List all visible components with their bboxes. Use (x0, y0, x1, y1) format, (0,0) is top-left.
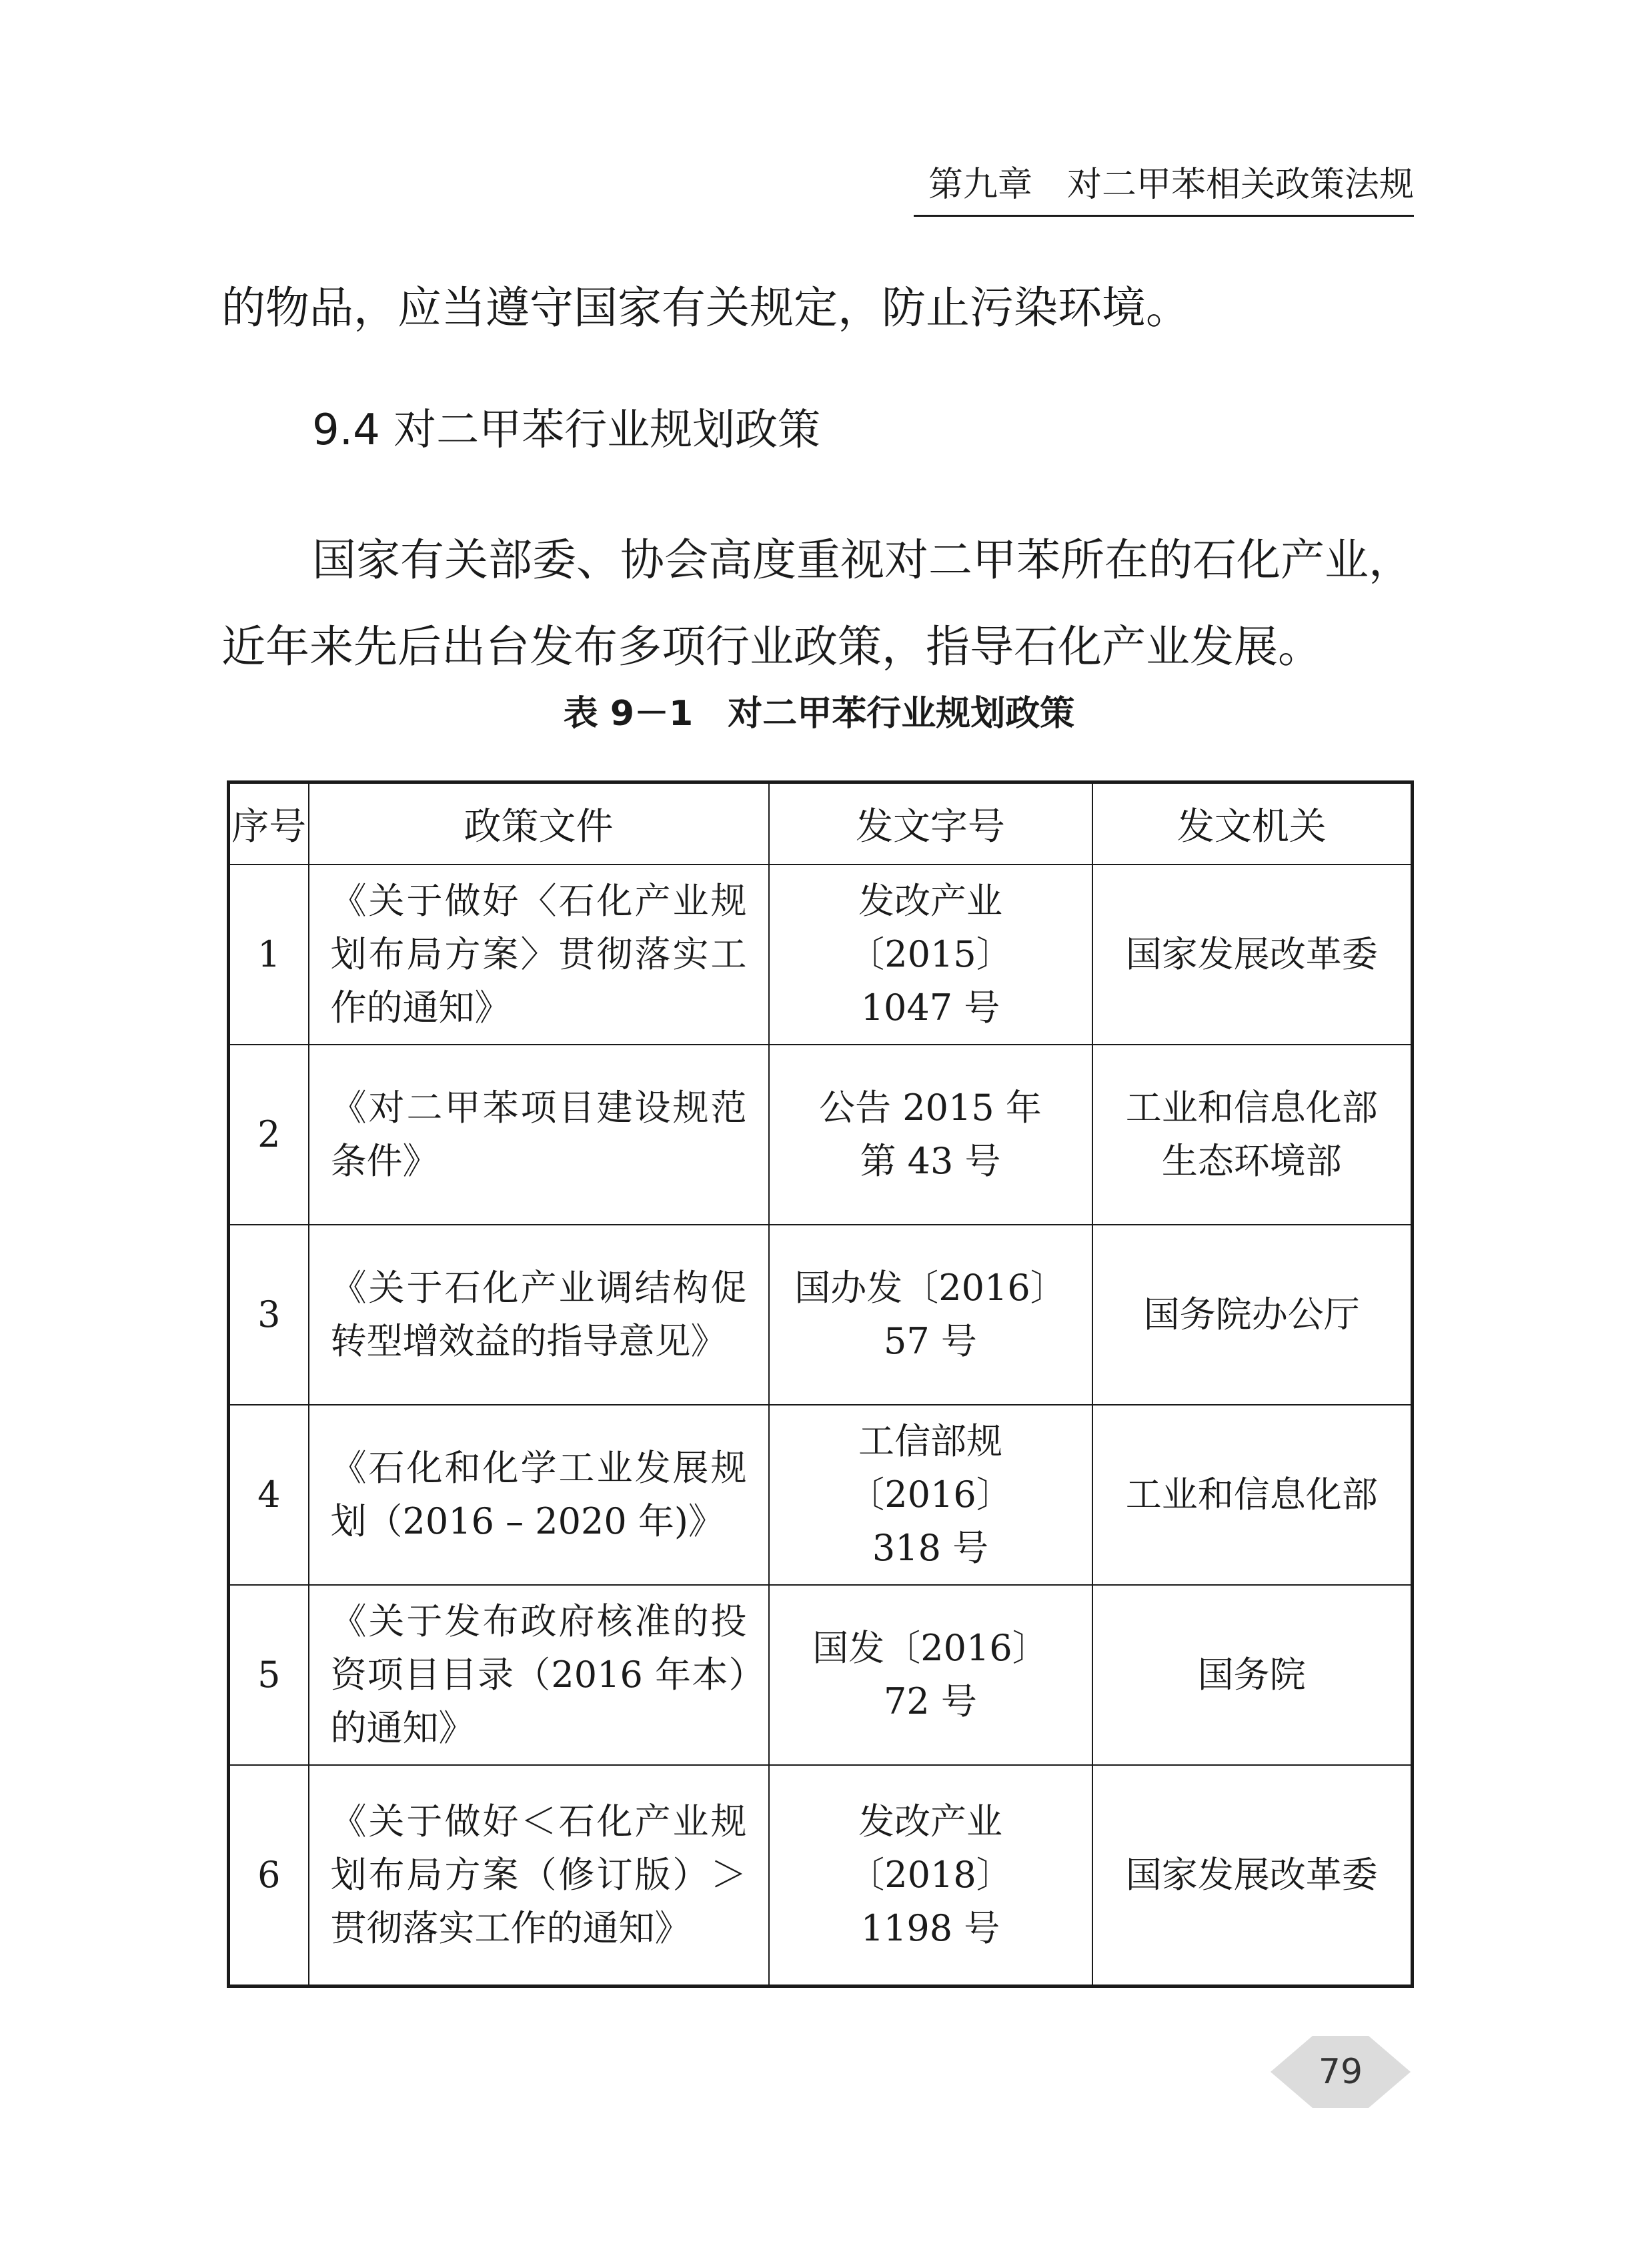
cell-doc: 《关于做好〈石化产业规划布局方案〉贯彻落实工作的通知》 (309, 865, 769, 1045)
policy-table (227, 780, 1414, 1988)
table-row (229, 1585, 1413, 1765)
table-row (229, 1405, 1413, 1585)
header-cell-org: 发文机关 (1092, 782, 1413, 865)
cell-num: 5 (229, 1585, 309, 1765)
header-rule (914, 215, 1414, 217)
section-heading: 9.4 对二甲苯行业规划政策 (312, 406, 821, 455)
table-row (229, 1765, 1413, 1987)
cell-ref: 发改产业〔2018〕 1198 号 (769, 1765, 1092, 1987)
page-number: 79 (1318, 2052, 1363, 2092)
cell-ref: 国发〔2016〕 72 号 (769, 1585, 1092, 1765)
cell-num: 3 (229, 1225, 309, 1405)
header-cell-doc: 政策文件 (309, 782, 769, 865)
cell-ref: 工信部规〔2016〕 318 号 (769, 1405, 1092, 1585)
table-row (229, 865, 1413, 1045)
cell-org: 工业和信息化部 (1092, 1405, 1413, 1585)
cell-num: 6 (229, 1765, 309, 1987)
table-header-row (229, 782, 1413, 865)
cell-org: 工业和信息化部 生态环境部 (1092, 1045, 1413, 1225)
paragraph-continuation: 的物品，应当遵守国家有关规定，防止污染环境。 (221, 282, 1190, 334)
cell-doc: 《关于做好＜石化产业规划布局方案（修订版）＞贯彻落实工作的通知》 (309, 1765, 769, 1987)
cell-num: 4 (229, 1405, 309, 1585)
running-header: 第九章 对二甲苯相关政策法规 (928, 165, 1414, 205)
table-row (229, 1225, 1413, 1405)
cell-org: 国家发展改革委 (1092, 865, 1413, 1045)
cell-org: 国务院办公厅 (1092, 1225, 1413, 1405)
cell-doc: 《关于发布政府核准的投资项目目录（2016 年本）的通知》 (309, 1585, 769, 1765)
cell-doc: 《对二甲苯项目建设规范条件》 (309, 1045, 769, 1225)
cell-num: 1 (229, 865, 309, 1045)
cell-org: 国务院 (1092, 1585, 1413, 1765)
paragraph-intro: 国家有关部委、协会高度重视对二甲苯所在的石化产业，近年来先后出台发布多项行业政策，指导石化产业发展。 (221, 534, 1413, 672)
table-caption: 表 9－1 对二甲苯行业规划政策 (563, 694, 1075, 734)
cell-doc: 《关于石化产业调结构促转型增效益的指导意见》 (309, 1225, 769, 1405)
cell-ref: 公告 2015 年 第 43 号 (769, 1045, 1092, 1225)
header-cell-num: 序号 (229, 782, 309, 865)
table-row (229, 1045, 1413, 1225)
cell-num: 2 (229, 1045, 309, 1225)
header-cell-ref: 发文字号 (769, 782, 1092, 865)
cell-ref: 发改产业〔2015〕 1047 号 (769, 865, 1092, 1045)
cell-doc: 《石化和化学工业发展规划（2016 – 2020 年)》 (309, 1405, 769, 1585)
cell-ref: 国办发〔2016〕 57 号 (769, 1225, 1092, 1405)
cell-org: 国家发展改革委 (1092, 1765, 1413, 1987)
